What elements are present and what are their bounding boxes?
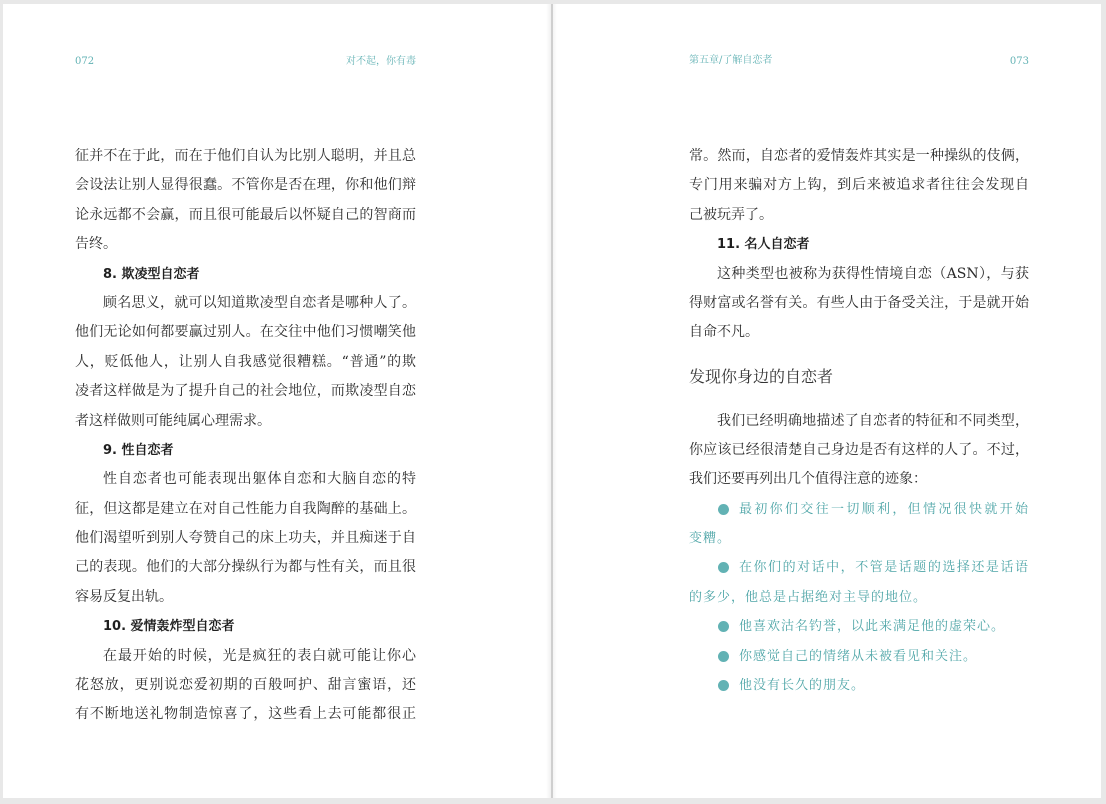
text-column	[689, 142, 1029, 700]
body-line: 容易反复出轨。	[75, 588, 173, 605]
paragraph	[75, 142, 416, 260]
section-heading: 发现你身边的自恋者	[689, 366, 834, 386]
subheading: 9. 性自恋者	[103, 442, 174, 458]
body-line: 有不断地送礼物制造惊喜了，这些看上去可能都很正	[75, 706, 416, 723]
subheading: 11. 名人自恋者	[717, 237, 810, 253]
bullet-text: 他喜欢沽名钓誉，以此来满足他的虚荣心。	[739, 619, 1006, 635]
paragraph	[689, 142, 1029, 230]
body-line: 人，贬低他人，让别人自我感觉很糟糕。“普通”的欺	[75, 353, 416, 370]
bullet-dot-icon	[718, 504, 729, 515]
paragraph	[689, 407, 1029, 495]
paragraph	[75, 642, 416, 730]
bullet-text: 他没有长久的朋友。	[739, 678, 866, 694]
paragraph	[75, 465, 416, 612]
bullet-line: 变糟。	[689, 531, 732, 547]
subheading: 10. 爱情轰炸型自恋者	[103, 619, 235, 635]
bullet-line	[689, 495, 1029, 524]
running-title: 第五章/了解自恋者	[689, 55, 773, 66]
body-line: 我们还要再列出几个值得注意的迹象：	[689, 471, 927, 488]
body-line: 我们已经明确地描述了自恋者的特征和不同类型，	[717, 412, 1029, 429]
body-line: 会设法让别人显得很蠢。不管你是否在理，你和他们辩	[75, 177, 416, 194]
paragraph	[689, 260, 1029, 348]
bullet-text: 在你们的对话中，不管是话题的选择还是话语	[739, 560, 1029, 576]
bullet-item	[689, 553, 1029, 612]
body-line: 得财富或名誉有关。有些人由于备受关注，于是就开始	[689, 294, 1029, 311]
book-page-left	[3, 4, 551, 798]
subheading: 8. 欺凌型自恋者	[103, 266, 200, 282]
body-line: 己被玩弄了。	[689, 206, 773, 223]
bullet-item	[689, 671, 1029, 700]
body-line: 征并不在于此，而在于他们自认为比别人聪明，并且总	[75, 148, 416, 164]
body-line: 论永远都不会赢，而且很可能最后以怀疑自己的智商而	[75, 206, 416, 223]
page-number: 072	[75, 56, 95, 67]
body-line: 性自恋者也可能表现出躯体自恋和大脑自恋的特	[103, 471, 416, 488]
text-column	[75, 142, 416, 730]
body-line: 凌者这样做是为了提升自己的社会地位，而欺凌型自恋	[75, 383, 416, 400]
bullet-dot-icon	[718, 621, 729, 632]
body-line: 你应该已经很清楚自己身边是否有这样的人了。不过，	[689, 441, 1029, 458]
running-title: 对不起，你有毒	[346, 56, 416, 67]
body-line: 在最开始的时候，光是疯狂的表白就可能让你心	[103, 647, 416, 664]
body-line: 常。然而，自恋者的爱情轰炸其实是一种操纵的伎俩，	[689, 148, 1029, 164]
bullet-dot-icon	[718, 562, 729, 573]
bullet-item	[689, 612, 1029, 641]
body-line: 专门用来骗对方上钩，到后来被追求者往往会发现自	[689, 177, 1029, 194]
bullet-line	[689, 642, 1029, 671]
body-line: 他们无论如何都要赢过别人。在交往中他们习惯嘲笑他	[75, 324, 416, 341]
body-line: 他们渴望听到别人夸赞自己的床上功夫，并且痴迷于自	[75, 530, 416, 547]
bullet-list	[689, 495, 1029, 701]
body-line: 己的表现。他们的大部分操纵行为都与性有关，而且很	[75, 559, 416, 576]
body-line: 自命不凡。	[689, 324, 759, 341]
bullet-line	[689, 612, 1029, 641]
body-line: 征，但这都是建立在对自己性能力自我陶醉的基础上。	[75, 500, 416, 517]
body-line: 者这样做则可能纯属心理需求。	[75, 412, 271, 429]
bullet-item	[689, 495, 1029, 554]
body-line: 这种类型也被称为获得性情境自恋（ASN），与获	[717, 265, 1029, 282]
bullet-line	[689, 553, 1029, 582]
bullet-line	[689, 671, 1029, 700]
page-number: 073	[1009, 56, 1029, 67]
bullet-text: 你感觉自己的情绪从未被看见和关注。	[739, 648, 978, 664]
bullet-line: 的多少，他总是占据绝对主导的地位。	[689, 589, 928, 605]
book-page-right	[553, 4, 1101, 798]
bullet-text: 最初你们交往一切顺利，但情况很快就开始	[739, 501, 1029, 517]
paragraph	[75, 289, 416, 436]
bullet-dot-icon	[718, 680, 729, 691]
bullet-dot-icon	[718, 651, 729, 662]
body-line: 花怒放，更别说恋爱初期的百般呵护、甜言蜜语，还	[75, 677, 416, 694]
bullet-item	[689, 642, 1029, 671]
body-line: 告终。	[75, 236, 117, 253]
body-line: 顾名思义，就可以知道欺凌型自恋者是哪种人了。	[103, 294, 416, 311]
